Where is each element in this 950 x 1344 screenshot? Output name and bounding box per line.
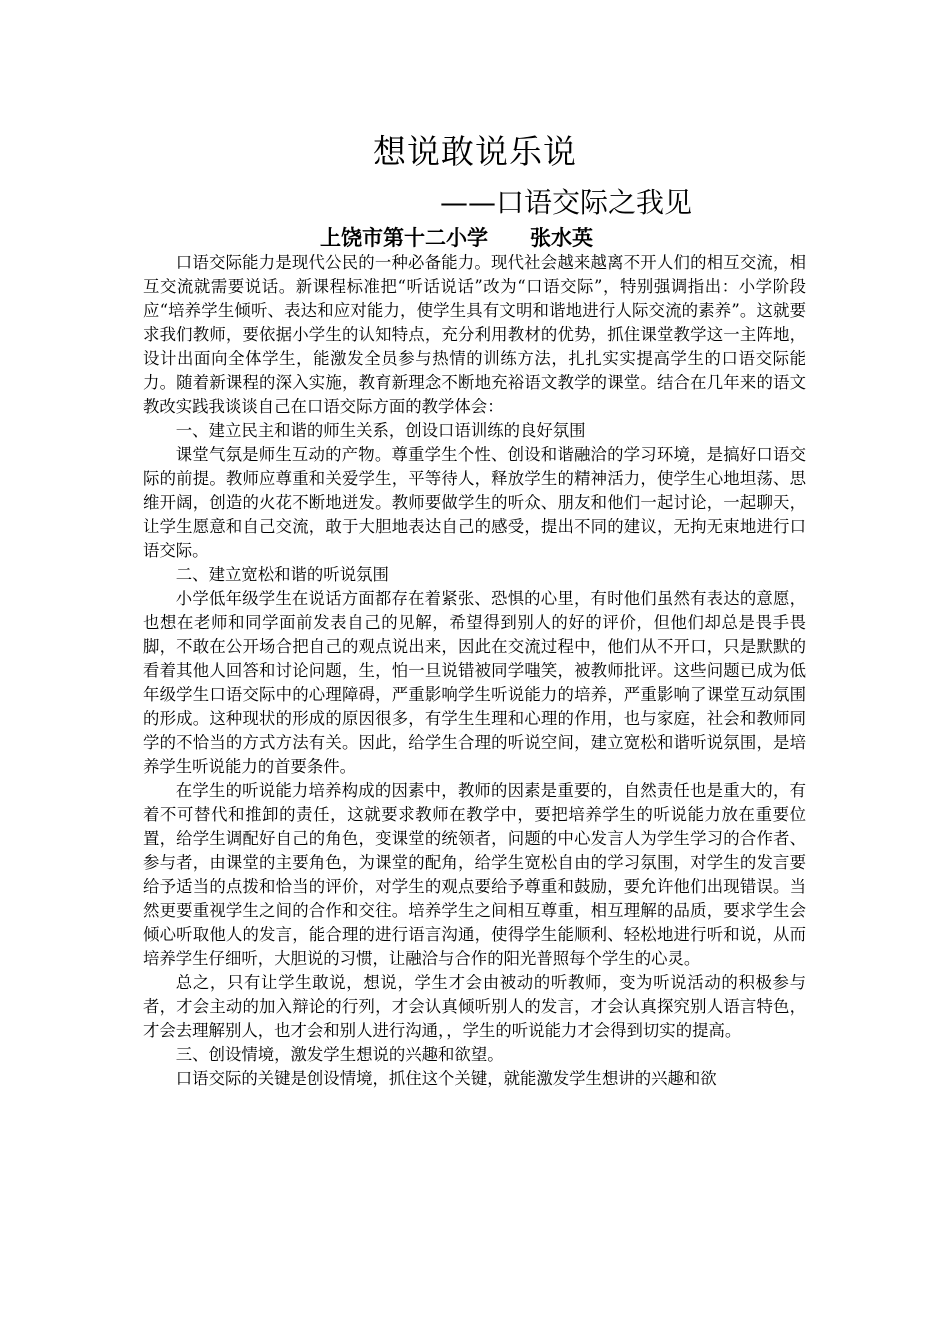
- document-author: 上饶市第十二小学 张水英: [320, 226, 593, 250]
- document-title: 想说敢说乐说: [373, 132, 577, 171]
- paragraph: 小学低年级学生在说话方面都存在着紧张、恐惧的心里，有时他们虽然有表达的意愿，也想在老师和同学面前发表自己的见解，希望得到别人的好的评价，但他们却总是畏手畏脚，不敢在公开场合把自己的观点说出来，因此在交流过程中，他们从不开口，只是默默的看着其他人回答和讨论问题，生，怕一旦说错被同学嗤笑，被教师批评。这些问题已成为低年级学生口语交际中的心理障碍，严重影响学生听说能力的培养，严重影响了课堂互动氛围的形成。这种现状的形成的原因很多，有学生生理和心理的作用，也与家庭，社会和教师同学的不恰当的方式方法有关。因此，给学生合理的听说空间，建立宽松和谐听说氛围，是培养学生听说能力的首要条件。: [143, 589, 806, 776]
- paragraph-intro: 口语交际能力是现代公民的一种必备能力。现代社会越来越离不开人们的相互交流，相互交流就需要说话。新课程标准把“听话说话”改为“口语交际”，特别强调指出：小学阶段应“培养学生倾听、表达和应对能力，使学生具有文明和谐地进行人际交流的素养”。这就要求我们教师，要依据小学生的认知特点，充分利用教材的优势，抓住课堂教学这一主阵地，设计出面向全体学生，能激发全员参与热情的训练方法，扎扎实实提高学生的口语交际能力。随着新课程的深入实施，教育新理念不断地充裕语文教学的课堂。结合在几年来的语文教改实践我谈谈自己在口语交际方面的教学体会：: [143, 253, 806, 416]
- paragraph: 在学生的听说能力培养构成的因素中，教师的因素是重要的，自然责任也是重大的，有着不可替代和推卸的责任，这就要求教师在教学中，要把培养学生的听说能力放在重要位置，给学生调配好自己的角色，变课堂的统领者，问题的中心发言人为学生学习的合作者、参与者，由课堂的主要角色，为课堂的配角，给学生宽松自由的学习氛围，对学生的发言要给予适当的点拨和恰当的评价，对学生的观点要给予尊重和鼓励，要允许他们出现错误。当然更要重视学生之间的合作和交往。培养学生之间相互尊重，相互理解的品质，要求学生会倾心听取他人的发言，能合理的进行语言沟通，使得学生能顺利、轻松地进行听和说，从而培养学生仔细听，大胆说的习惯，让融洽与合作的阳光普照每个学生的心灵。: [143, 781, 806, 968]
- section-heading-3: 三、创设情境，激发学生想说的兴趣和欲望。: [175, 1045, 504, 1064]
- section-heading-2: 二、建立宽松和谐的听说氛围: [175, 565, 389, 584]
- paragraph: 课堂气氛是师生互动的产物。尊重学生个性、创设和谐融洽的学习环境，是搞好口语交际的前提。教师应尊重和关爱学生，平等待人，释放学生的精神活力，使学生心地坦荡、思维开阔，创造的火花不断地迸发。教师要做学生的听众、朋友和他们一起讨论，一起聊天，让学生愿意和自己交流，敢于大胆地表达自己的感受，提出不同的建议，无拘无束地进行口语交际。: [143, 445, 806, 560]
- paragraph: 口语交际的关键是创设情境，抓住这个关键，就能激发学生想讲的兴趣和欲: [175, 1069, 717, 1088]
- document-body: [143, 251, 806, 1091]
- paragraph: 总之，只有让学生敢说，想说，学生才会由被动的听教师，变为听说活动的积极参与者，才会主动的加入辩论的行列，才会认真倾听别人的发言，才会认真探究别人语言特色，才会去理解别人，也才会和别人进行沟通，，学生的听说能力才会得到切实的提高。: [143, 973, 806, 1040]
- document-subtitle: ——口语交际之我见: [440, 186, 693, 219]
- section-heading-1: 一、建立民主和谐的师生关系，创设口语训练的良好氛围: [175, 421, 586, 440]
